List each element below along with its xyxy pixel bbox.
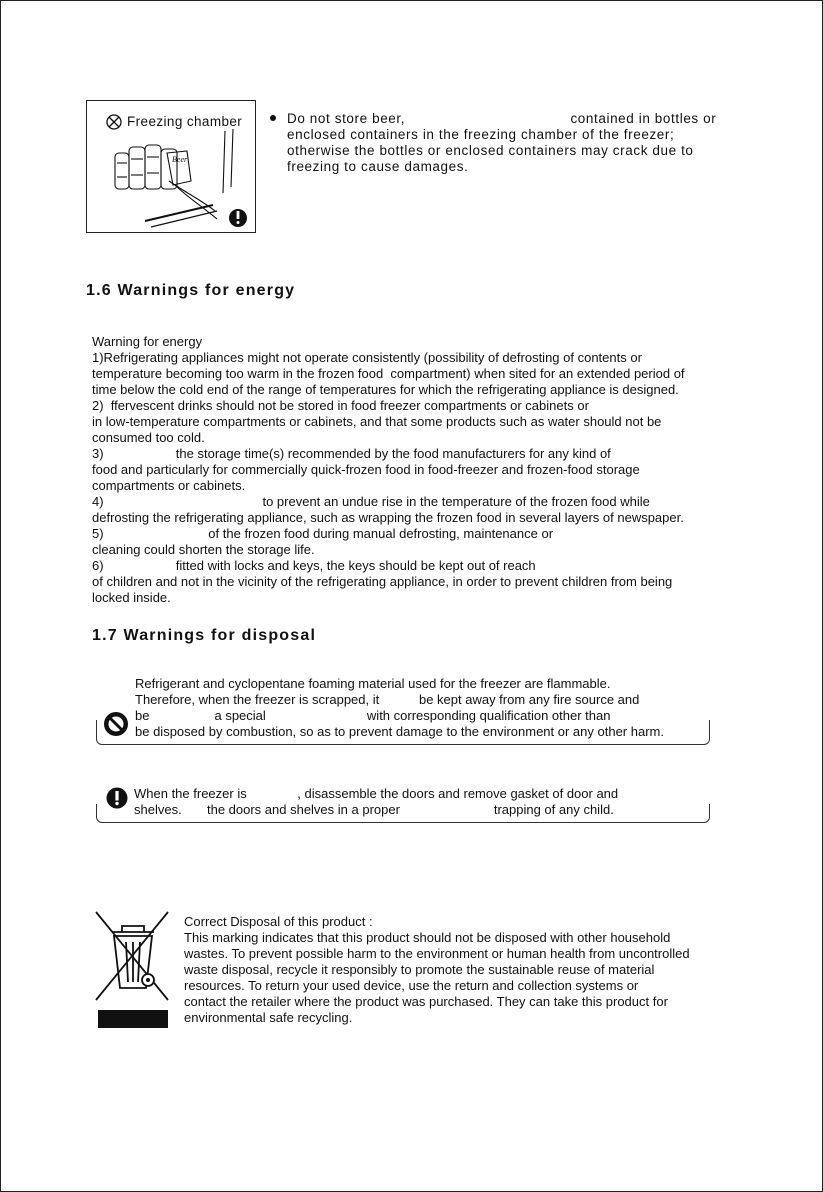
text-line: otherwise the bottles or enclosed containers may crack due to [287, 143, 694, 158]
energy-warning-text [92, 334, 685, 606]
text-line: environmental safe recycling. [184, 1010, 353, 1025]
freezing-warning-text [287, 111, 716, 175]
energy-section-heading: 1.6 Warnings for energy [86, 282, 296, 299]
text-line: shelves. the doors and shelves in a proper trapping of any child. [134, 802, 614, 817]
text-line: be a special with corresponding qualification other than [135, 708, 611, 723]
text-line: of children and not in the vicinity of the refrigerating appliance, in order to prevent children from being [92, 574, 673, 589]
beer-can-label: Beer [172, 155, 188, 164]
text-line: locked inside. [92, 590, 171, 605]
text-line: When the freezer is , disassemble the doors and remove gasket of door and [134, 786, 619, 801]
text-line: Therefore, when the freezer is scrapped, it be kept away from any fire source and [135, 692, 640, 707]
crossed-out-bin-icon [92, 910, 174, 1032]
text-line: enclosed containers in the freezing chamber of the freezer; [287, 127, 675, 142]
text-line: defrosting the refrigerating appliance, such as wrapping the frozen food in several layers of newspaper. [92, 510, 684, 525]
text-line: Correct Disposal of this product : [184, 914, 373, 929]
text-line: wastes. To prevent possible harm to the environment or human health from uncontrolled [184, 946, 690, 961]
text-line: 1)Refrigerating appliances might not operate consistently (possibility of defrosting of contents or [92, 350, 642, 365]
flammable-warning-text [135, 676, 664, 740]
text-line: food and particularly for commercially quick-frozen food in food-freezer and frozen-food storage [92, 462, 640, 477]
text-line: 3) the storage time(s) recommended by the food manufacturers for any kind of [92, 446, 611, 461]
bullet-dot [270, 115, 276, 121]
weee-disposal-text [184, 914, 690, 1026]
text-line: consumed too cold. [92, 430, 205, 445]
text-line: freezing to cause damages. [287, 159, 469, 174]
text-line: 2) ffervescent drinks should not be stored in food freezer compartments or cabinets or [92, 398, 589, 413]
disposal-section-heading: 1.7 Warnings for disposal [92, 627, 317, 644]
text-line: be disposed by combustion, so as to prevent damage to the environment or any other harm. [135, 724, 664, 739]
text-line: time below the cold end of the range of temperatures for which the refrigerating appliance is designed. [92, 382, 679, 397]
prohibited-icon [103, 711, 129, 737]
text-line: waste disposal, recycle it responsibly to promote the sustainable reuse of material [184, 962, 655, 977]
text-line: contact the retailer where the product was purchased. They can take this product for [184, 994, 668, 1009]
freezing-chamber-caption: Freezing chamber [127, 114, 243, 129]
text-line: This marking indicates that this product should not be disposed with other household [184, 930, 671, 945]
text-line: Warning for energy [92, 334, 203, 349]
text-line: 4) to prevent an undue rise in the temperature of the frozen food while [92, 494, 650, 509]
freezing-chamber-illustration [86, 100, 256, 233]
text-line: temperature becoming too warm in the frozen food compartment) when sited for an extended period of [92, 366, 685, 381]
exclamation-icon [106, 787, 128, 809]
text-line: resources. To return your used device, use the return and collection systems or [184, 978, 639, 993]
doors-warning-text [134, 786, 618, 818]
text-line: Do not store beer, contained in bottles or [287, 111, 717, 126]
text-line: 6) fitted with locks and keys, the keys should be kept out of reach [92, 558, 536, 573]
text-line: in low-temperature compartments or cabinets, and that some products such as water should not be [92, 414, 662, 429]
text-line: 5) of the frozen food during manual defrosting, maintenance or [92, 526, 554, 541]
text-line: cleaning could shorten the storage life. [92, 542, 315, 557]
text-line: Refrigerant and cyclopentane foaming material used for the freezer are flammable. [135, 676, 611, 691]
text-line: compartments or cabinets. [92, 478, 246, 493]
